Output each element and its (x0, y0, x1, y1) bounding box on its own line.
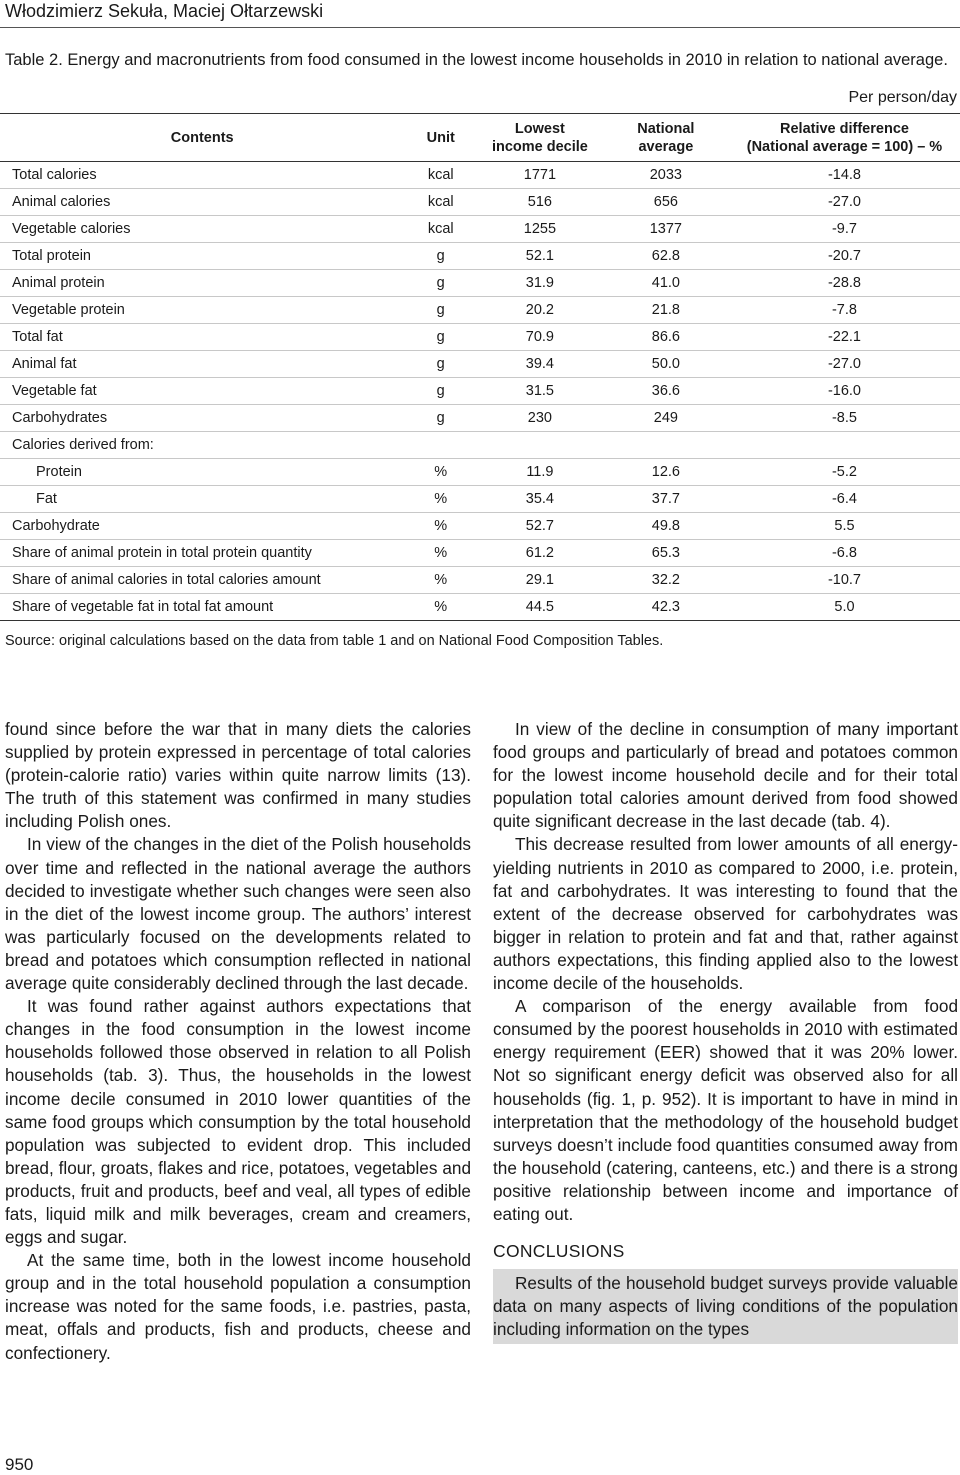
running-header-authors: Włodzimierz Sekuła, Maciej Ołtarzewski (5, 1, 324, 21)
row-relative-difference-value: 5.0 (729, 594, 960, 621)
row-national-average-value: 2033 (603, 162, 729, 189)
row-national-average-value: 32.2 (603, 567, 729, 594)
row-relative-difference-value: -8.5 (729, 405, 960, 432)
row-relative-difference-value: -27.0 (729, 351, 960, 378)
row-lowest-income-value: 70.9 (477, 324, 603, 351)
row-relative-difference-value: -16.0 (729, 378, 960, 405)
row-national-average-value: 49.8 (603, 513, 729, 540)
row-unit: % (404, 540, 477, 567)
row-relative-difference-value: -5.2 (729, 459, 960, 486)
row-lowest-income-value: 39.4 (477, 351, 603, 378)
header-lowest-line1: Lowest (514, 120, 565, 137)
row-label: Animal calories (0, 189, 404, 216)
row-national-average-value: 42.3 (603, 594, 729, 621)
row-lowest-income-value: 1255 (477, 216, 603, 243)
row-relative-difference-value: -10.7 (729, 567, 960, 594)
row-label: Animal fat (0, 351, 404, 378)
row-relative-difference-value: -27.0 (729, 189, 960, 216)
row-label: Total protein (0, 243, 404, 270)
table-row (0, 432, 960, 459)
row-unit: % (404, 486, 477, 513)
row-national-average-value: 62.8 (603, 243, 729, 270)
row-national-average-value: 50.0 (603, 351, 729, 378)
header-national-line2: average (638, 138, 694, 155)
row-lowest-income-value: 35.4 (477, 486, 603, 513)
row-lowest-income-value (477, 432, 603, 459)
row-lowest-income-value: 29.1 (477, 567, 603, 594)
row-national-average-value: 1377 (603, 216, 729, 243)
table-row (0, 567, 960, 594)
body-paragraph: At the same time, both in the lowest income household group and in the total household population a consumption increase was noted for the same foods, i.e. pastries, pasta, meat, offals and products, fish and products, cheese and confectionery. (5, 1250, 471, 1363)
energy-macronutrients-table (0, 113, 960, 621)
row-national-average-value: 36.6 (603, 378, 729, 405)
row-label: Carbohydrate (0, 513, 404, 540)
header-relative-line2: (National average = 100) – % (746, 138, 943, 155)
row-lowest-income-value: 52.7 (477, 513, 603, 540)
table-header-row (0, 114, 960, 162)
row-lowest-income-value: 1771 (477, 162, 603, 189)
body-column-left (5, 718, 471, 1365)
row-unit: kcal (404, 216, 477, 243)
row-relative-difference-value: -28.8 (729, 270, 960, 297)
row-label: Calories derived from: (0, 432, 404, 459)
conclusions-heading: CONCLUSIONS (493, 1241, 625, 1262)
table-row (0, 351, 960, 378)
row-unit (404, 432, 477, 459)
table-row (0, 540, 960, 567)
row-relative-difference-value: -14.8 (729, 162, 960, 189)
table-row (0, 405, 960, 432)
row-unit: g (404, 324, 477, 351)
row-unit: g (404, 351, 477, 378)
row-national-average-value: 37.7 (603, 486, 729, 513)
header-lowest-line2: income decile (491, 138, 588, 155)
row-lowest-income-value: 11.9 (477, 459, 603, 486)
row-label: Share of animal calories in total calories amount (0, 567, 404, 594)
table-caption: Table 2. Energy and macronutrients from food consumed in the lowest income households in 2010 in relation to national average. (5, 51, 948, 69)
page-number: 950 (5, 1455, 34, 1474)
row-relative-difference-value: -9.7 (729, 216, 960, 243)
row-relative-difference-value: -20.7 (729, 243, 960, 270)
table-body (0, 162, 960, 621)
row-unit: g (404, 243, 477, 270)
row-unit: g (404, 405, 477, 432)
table-row (0, 486, 960, 513)
row-label: Carbohydrates (0, 405, 404, 432)
table-row (0, 189, 960, 216)
row-national-average-value: 656 (603, 189, 729, 216)
row-label: Protein (0, 459, 404, 486)
row-relative-difference-value: -6.4 (729, 486, 960, 513)
row-label: Share of animal protein in total protein quantity (0, 540, 404, 567)
table-source-note: Source: original calculations based on the data from table 1 and on National Food Composition Tables. (5, 633, 664, 649)
header-contents: Contents (0, 114, 404, 162)
row-label: Animal protein (0, 270, 404, 297)
row-lowest-income-value: 516 (477, 189, 603, 216)
row-lowest-income-value: 61.2 (477, 540, 603, 567)
header-unit: Unit (404, 114, 477, 162)
row-label: Total fat (0, 324, 404, 351)
row-lowest-income-value: 31.5 (477, 378, 603, 405)
header-rule (0, 27, 960, 28)
row-lowest-income-value: 20.2 (477, 297, 603, 324)
body-paragraph: It was found rather against authors expectations that changes in the food consumption in the lowest income households followed those observed in relation to all Polish households (tab. 3). Thus, the households in the lowest income decile consumed in 2010 lower quantities of the same food groups which consumption by the total household population was subjected to evident drop. This included bread, flour, groats, flakes and rice, potatoes, vegetables and products, fruit and products, beef and veal, all types of edible fats, liquid milk and milk beverages, cream and creamers, eggs and sugar. (5, 996, 471, 1248)
table-row (0, 216, 960, 243)
header-relative-difference (729, 114, 960, 162)
unit-note: Per person/day (848, 89, 957, 106)
body-column-right (493, 718, 958, 1344)
row-national-average-value: 21.8 (603, 297, 729, 324)
table-row (0, 162, 960, 189)
row-lowest-income-value: 31.9 (477, 270, 603, 297)
row-national-average-value: 249 (603, 405, 729, 432)
row-national-average-value: 12.6 (603, 459, 729, 486)
row-unit: g (404, 378, 477, 405)
row-relative-difference-value: 5.5 (729, 513, 960, 540)
row-unit: % (404, 594, 477, 621)
table-row (0, 324, 960, 351)
row-unit: g (404, 270, 477, 297)
table-row (0, 243, 960, 270)
row-lowest-income-value: 52.1 (477, 243, 603, 270)
body-paragraph: found since before the war that in many diets the calories supplied by protein expressed in percentage of total calories (protein-calorie ratio) varies within quite narrow limits (13). The truth of this statement was confirmed in many studies including Polish ones. (5, 719, 471, 832)
header-relative-line1: Relative difference (780, 120, 909, 137)
body-paragraph: In view of the decline in consumption of many important food groups and particularly of bread and potatoes common for the lowest income household decile and for their total population total calories amount derived from food showed quite significant decrease in the last decade (tab. 4). (493, 719, 958, 832)
row-label: Share of vegetable fat in total fat amount (0, 594, 404, 621)
row-unit: % (404, 459, 477, 486)
row-national-average-value: 41.0 (603, 270, 729, 297)
row-relative-difference-value: -7.8 (729, 297, 960, 324)
row-unit: g (404, 297, 477, 324)
header-national-line1: National (637, 120, 695, 137)
row-label: Total calories (0, 162, 404, 189)
table-row (0, 270, 960, 297)
header-national-average (603, 114, 729, 162)
row-label: Vegetable fat (0, 378, 404, 405)
table-row (0, 378, 960, 405)
row-lowest-income-value: 44.5 (477, 594, 603, 621)
row-relative-difference-value: -6.8 (729, 540, 960, 567)
row-national-average-value (603, 432, 729, 459)
row-unit: % (404, 567, 477, 594)
conclusions-highlight (493, 1269, 958, 1344)
table-row (0, 513, 960, 540)
row-label: Vegetable protein (0, 297, 404, 324)
row-national-average-value: 86.6 (603, 324, 729, 351)
header-lowest-income-decile (477, 114, 603, 162)
row-relative-difference-value: -22.1 (729, 324, 960, 351)
row-relative-difference-value (729, 432, 960, 459)
row-label: Vegetable calories (0, 216, 404, 243)
table-row (0, 297, 960, 324)
row-national-average-value: 65.3 (603, 540, 729, 567)
row-unit: kcal (404, 162, 477, 189)
conclusions-paragraph: Results of the household budget surveys provide valuable data on many aspects of living conditions of the population including information on the types (493, 1273, 958, 1340)
row-label: Fat (0, 486, 404, 513)
row-unit: kcal (404, 189, 477, 216)
row-lowest-income-value: 230 (477, 405, 603, 432)
body-paragraph: A comparison of the energy available from food consumed by the poorest households in 2010 with estimated energy requirement (EER) showed that it was 20% lower. Not so significant energy deficit was observed also for all households (fig. 1, p. 952). It is important to have in mind in interpretation that the methodology of the household budget surveys doesn’t include food quantities consumed away from the household (catering, canteens, etc.) and there is a strong positive relationship between income and importance of eating out. (493, 996, 958, 1224)
table-row (0, 594, 960, 621)
table-row (0, 459, 960, 486)
row-unit: % (404, 513, 477, 540)
right-column-paragraphs (493, 718, 958, 1226)
body-paragraph: In view of the changes in the diet of the Polish households over time and reflected in the national average the authors decided to investigate whether such changes were seen also in the diet of the lowest income group. The authors’ interest was particularly focused on the developments related to bread and potatoes which consumption reflected in national average quite considerably declined through the last decade. (5, 834, 471, 994)
body-paragraph: This decrease resulted from lower amounts of all energy-yielding nutrients in 2010 as compared to 2000, i.e. protein, fat and carbohydrates. It was interesting to found that the extent of the decrease observed for carbohydrates was bigger in relation to protein and fat and that, rather against authors expectations, this finding applied also to the lowest income decile of the households. (493, 834, 958, 994)
